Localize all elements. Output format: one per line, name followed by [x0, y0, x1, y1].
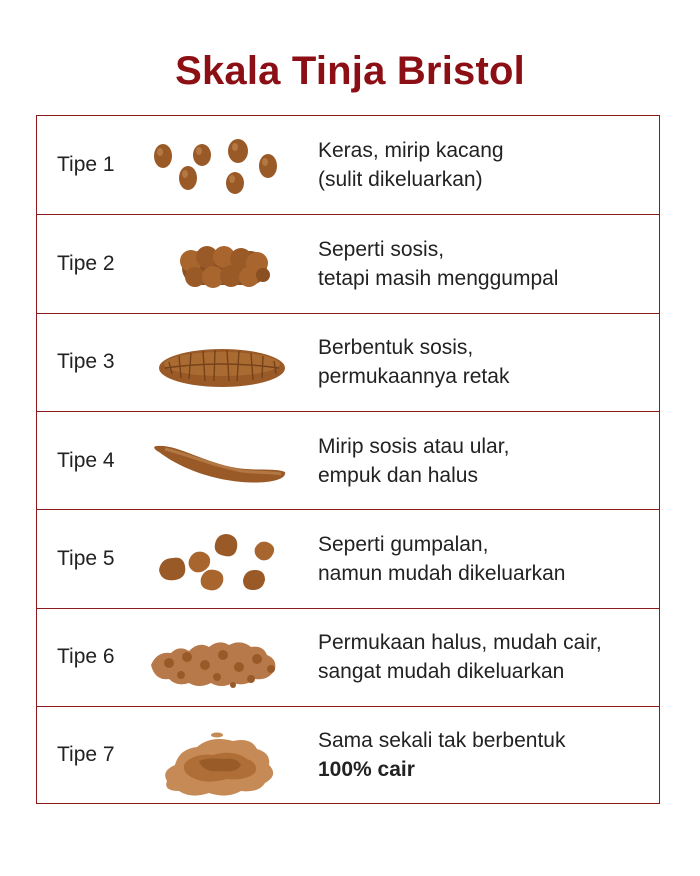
type-label: Tipe 3	[57, 350, 115, 374]
description-line-2: tetapi masih menggumpal	[318, 266, 559, 290]
description-line-2: namun mudah dikeluarkan	[318, 561, 566, 585]
type-description	[318, 116, 504, 214]
liquid-puddle-icon	[147, 711, 297, 801]
description-line-1: Seperti gumpalan,	[318, 532, 489, 556]
soft-blobs-icon	[147, 514, 297, 604]
description-line-2: empuk dan halus	[318, 463, 478, 487]
type-description	[318, 412, 509, 509]
type-description	[318, 314, 509, 411]
hard-lumps-icon	[147, 120, 297, 210]
scale-row-type-7	[37, 706, 659, 804]
smooth-snake-icon	[147, 416, 297, 506]
bristol-scale-table	[36, 115, 660, 804]
type-description	[318, 510, 566, 607]
scale-row-type-2	[37, 214, 659, 312]
description-line-1: Berbentuk sosis,	[318, 336, 474, 360]
mushy-pieces-icon	[147, 613, 297, 703]
description-line-1: Sama sekali tak berbentuk	[318, 729, 566, 753]
type-label: Tipe 4	[57, 448, 115, 472]
type-description	[318, 215, 558, 312]
type-description	[318, 609, 602, 706]
description-line-2: 100% cair	[318, 758, 415, 782]
description-line-1: Mirip sosis atau ular,	[318, 434, 510, 458]
scale-row-type-5	[37, 509, 659, 607]
scale-row-type-1	[37, 116, 659, 214]
page-title: Skala Tinja Bristol	[175, 49, 525, 93]
cracked-sausage-icon	[147, 318, 297, 408]
scale-row-type-4	[37, 411, 659, 509]
description-line-2: (sulit dikeluarkan)	[318, 168, 483, 192]
description-line-1: Permukaan halus, mudah cair,	[318, 631, 602, 655]
type-label: Tipe 5	[57, 546, 115, 570]
scale-row-type-3	[37, 313, 659, 411]
type-label: Tipe 7	[57, 743, 115, 767]
type-label: Tipe 6	[57, 645, 115, 669]
description-line-1: Seperti sosis,	[318, 237, 445, 261]
type-description	[318, 707, 565, 804]
lumpy-sausage-icon	[147, 219, 297, 309]
type-label: Tipe 2	[57, 251, 115, 275]
description-line-2: sangat mudah dikeluarkan	[318, 660, 565, 684]
description-line-2: permukaannya retak	[318, 365, 510, 389]
description-line-1: Keras, mirip kacang	[318, 139, 504, 163]
type-label: Tipe 1	[57, 153, 115, 177]
scale-row-type-6	[37, 608, 659, 706]
